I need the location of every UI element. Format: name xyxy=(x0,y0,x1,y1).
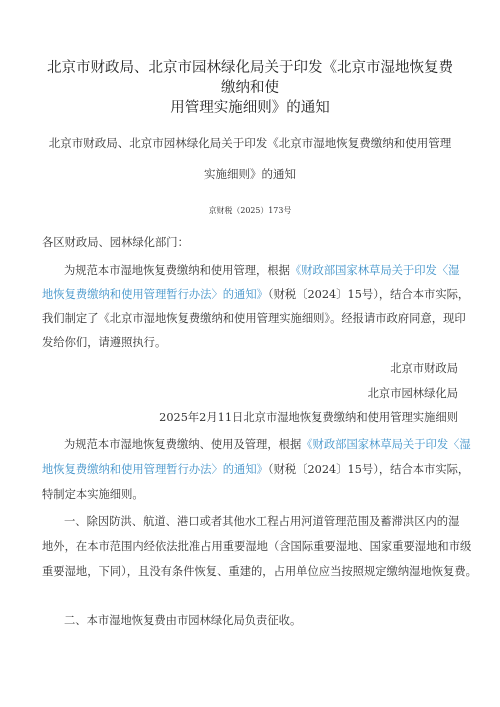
document-heading-line-1: 北京市财政局、北京市园林绿化局关于印发《北京市湿地恢复费缴纳和使用管理 xyxy=(48,136,452,150)
signature-org-1: 北京市财政局 xyxy=(390,362,458,375)
page-title-line-2: 用管理实施细则》的通知 xyxy=(170,100,330,116)
para1-line-4: 发给你们，请遵照执行。 xyxy=(42,336,167,349)
signature-date: 2025年2月11日北京市湿地恢复费缴纳和使用管理实施细则 xyxy=(159,411,458,424)
regulation-link-continued[interactable]: 地恢复费缴纳和使用管理暂行办法〉的通知》 xyxy=(42,288,268,301)
page-title-line-1: 北京市财政局、北京市园林绿化局关于印发《北京市湿地恢复费缴纳和使 xyxy=(47,60,453,96)
document-heading-line-2: 实施细则》的通知 xyxy=(204,167,296,181)
para3-line-1: 一、除因防洪、航道、港口或者其他水工程占用河道管理范围及蓄滞洪区内的湿 xyxy=(64,515,460,528)
para3-line-3: 重要湿地，下同），且没有条件恢复、重建的，占用单位应当按照规定缴纳湿地恢复费。 xyxy=(42,565,477,578)
signature-org-2: 北京市园林绿化局 xyxy=(367,387,458,400)
para2-line-2 xyxy=(42,461,469,477)
para2-line-3: 特制定本实施细则。 xyxy=(42,488,144,501)
para2-line-1-text: 为规范本市湿地恢复费缴纳、使用及管理，根据 xyxy=(64,438,302,451)
para3-line-2: 地外，在本市范围内经依法批准占用重要湿地（含国际重要湿地、国家重要湿地和市级 xyxy=(42,540,472,553)
document-heading xyxy=(30,128,470,190)
regulation-link-2[interactable]: 《财政部国家林草局关于印发〈湿 xyxy=(301,438,471,451)
para1-line-1-text: 为规范本市湿地恢复费缴纳和使用管理，根据 xyxy=(64,264,290,277)
regulation-link-2-continued[interactable]: 地恢复费缴纳和使用管理暂行办法〉的通知》 xyxy=(42,463,268,476)
para1-line-2 xyxy=(42,286,469,302)
para1-line-2-text: （财税〔2024〕15号），结合本市实际， xyxy=(267,288,470,301)
document-number: 京财税（2025）173号 xyxy=(208,206,292,215)
para2-line-1 xyxy=(64,436,471,452)
para2-line-2-text: （财税〔2024〕15号），结合本市实际， xyxy=(267,463,470,476)
para1-line-3: 我们制定了《北京市湿地恢复费缴纳和使用管理实施细则》。经报请市政府同意，现印 xyxy=(42,312,466,325)
regulation-link[interactable]: 《财政部国家林草局关于印发〈湿 xyxy=(289,264,460,277)
recipients: 各区财政局、园林绿化部门： xyxy=(42,236,189,249)
para1-line-1 xyxy=(64,262,459,278)
para4-line-1: 二、本市湿地恢复费由市园林绿化局负责征收。 xyxy=(64,614,302,627)
page-title xyxy=(40,58,460,118)
